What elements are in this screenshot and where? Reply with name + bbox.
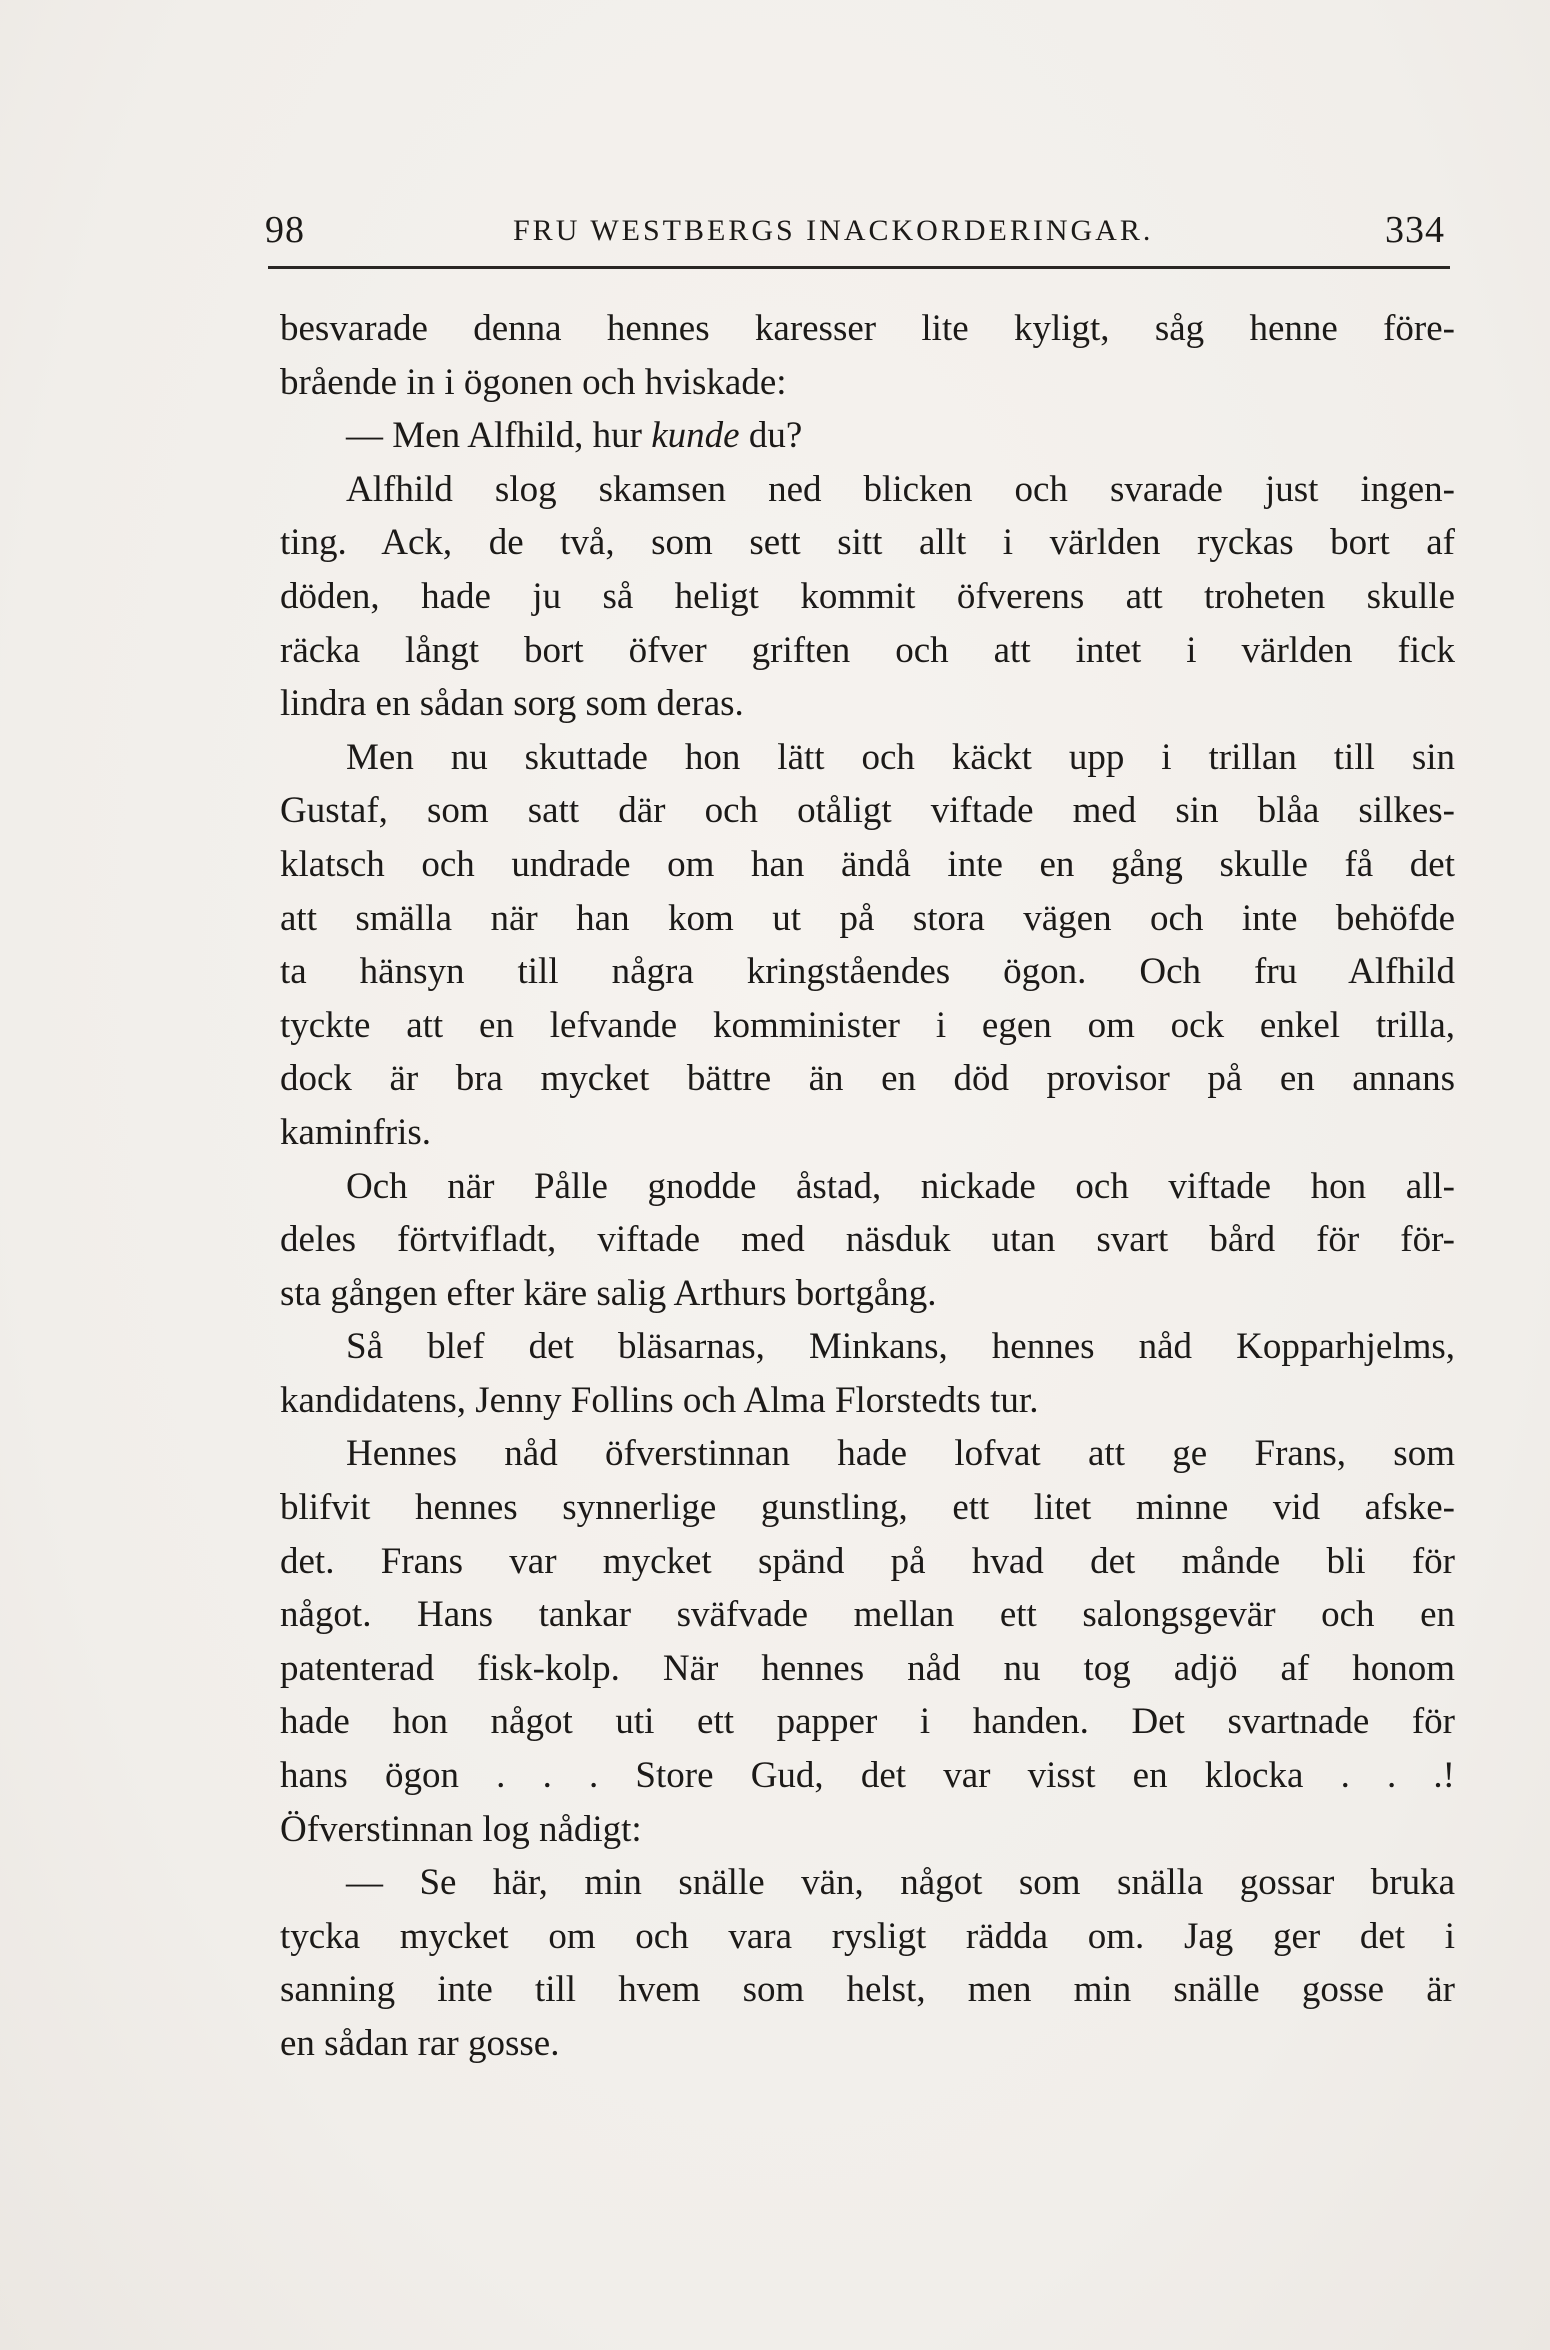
text-line: sanning inte till hvem som helst, men min snälle gosse är: [280, 1969, 1455, 2011]
text-line: hans ögon . . . Store Gud, det var visst en klocka . . .!: [280, 1755, 1455, 1797]
text-line: sta gången efter käre salig Arthurs bortgång.: [280, 1272, 937, 1314]
header-rule: [268, 266, 1450, 269]
text-line: räcka långt bort öfver griften och att intet i världen fick: [280, 629, 1455, 671]
text-line: ta hänsyn till några kringståendes ögon. Och fru Alfhild: [280, 951, 1455, 993]
text-line: det. Frans var mycket spänd på hvad det månde bli för: [280, 1540, 1455, 1582]
text-line: patenterad fisk-kolp. När hennes nåd nu tog adjö af honom: [280, 1647, 1455, 1689]
text-line: klatsch och undrade om han ändå inte en gång skulle få det: [280, 843, 1455, 885]
text-line: kaminfris.: [280, 1111, 432, 1153]
text-line: Men nu skuttade hon lätt och käckt upp i trillan till sin: [346, 736, 1455, 778]
text-line: döden, hade ju så heligt kommit öfverens att troheten skulle: [280, 575, 1455, 617]
text-line: besvarade denna hennes karesser lite kyligt, såg henne före-: [280, 308, 1455, 349]
text-line: blifvit hennes synnerlige gunstling, ett litet minne vid afske-: [280, 1487, 1455, 1529]
running-title: FRU WESTBERGS INACKORDERINGAR.: [513, 214, 1154, 247]
text-line: något. Hans tankar sväfvade mellan ett salongsgevär och en: [280, 1594, 1455, 1636]
text-line: — Men Alfhild, hur kunde du?: [346, 415, 803, 457]
text-line: deles förtvifladt, viftade med näsduk utan svart bård för för-: [280, 1219, 1455, 1261]
text-line: brående in i ögonen och hviskade:: [280, 361, 787, 403]
text-line: Gustaf, som satt där och otåligt viftade med sin blåa silkes-: [280, 790, 1455, 832]
text-line: Hennes nåd öfverstinnan hade lofvat att ge Frans, som: [346, 1433, 1455, 1475]
page-number: 98: [265, 209, 305, 251]
text-line: tycka mycket om och vara rysligt rädda om. Jag ger det i: [280, 1915, 1455, 1957]
text-line: Och när Pålle gnodde åstad, nickade och viftade hon all-: [346, 1165, 1455, 1207]
text-line: Så blef det bläsarnas, Minkans, hennes nåd Kopparhjelms,: [346, 1326, 1455, 1368]
text-line: tyckte att en lefvande komminister i egen om ock enkel trilla,: [280, 1004, 1455, 1046]
text-line: — Se här, min snälle vän, något som snälla gossar bruka: [346, 1862, 1455, 1904]
text-line: hade hon något uti ett papper i handen. Det svartnade för: [280, 1701, 1455, 1743]
text-line: dock är bra mycket bättre än en död provisor på en annans: [280, 1058, 1455, 1100]
reference-number: 334: [1385, 209, 1445, 251]
text-line: att smälla när han kom ut på stora vägen och inte behöfde: [280, 897, 1455, 939]
page-header: [265, 208, 1445, 264]
text-line: Öfverstinnan log nådigt:: [280, 1808, 642, 1850]
text-line: Alfhild slog skamsen ned blicken och svarade just ingen-: [346, 468, 1455, 510]
text-line: ting. Ack, de två, som sett sitt allt i världen ryckas bort af: [280, 522, 1455, 564]
text-line: kandidatens, Jenny Follins och Alma Florstedts tur.: [280, 1379, 1039, 1421]
text-line: en sådan rar gosse.: [280, 2023, 560, 2064]
body-text: [280, 302, 1455, 2071]
text-line: lindra en sådan sorg som deras.: [280, 683, 744, 725]
